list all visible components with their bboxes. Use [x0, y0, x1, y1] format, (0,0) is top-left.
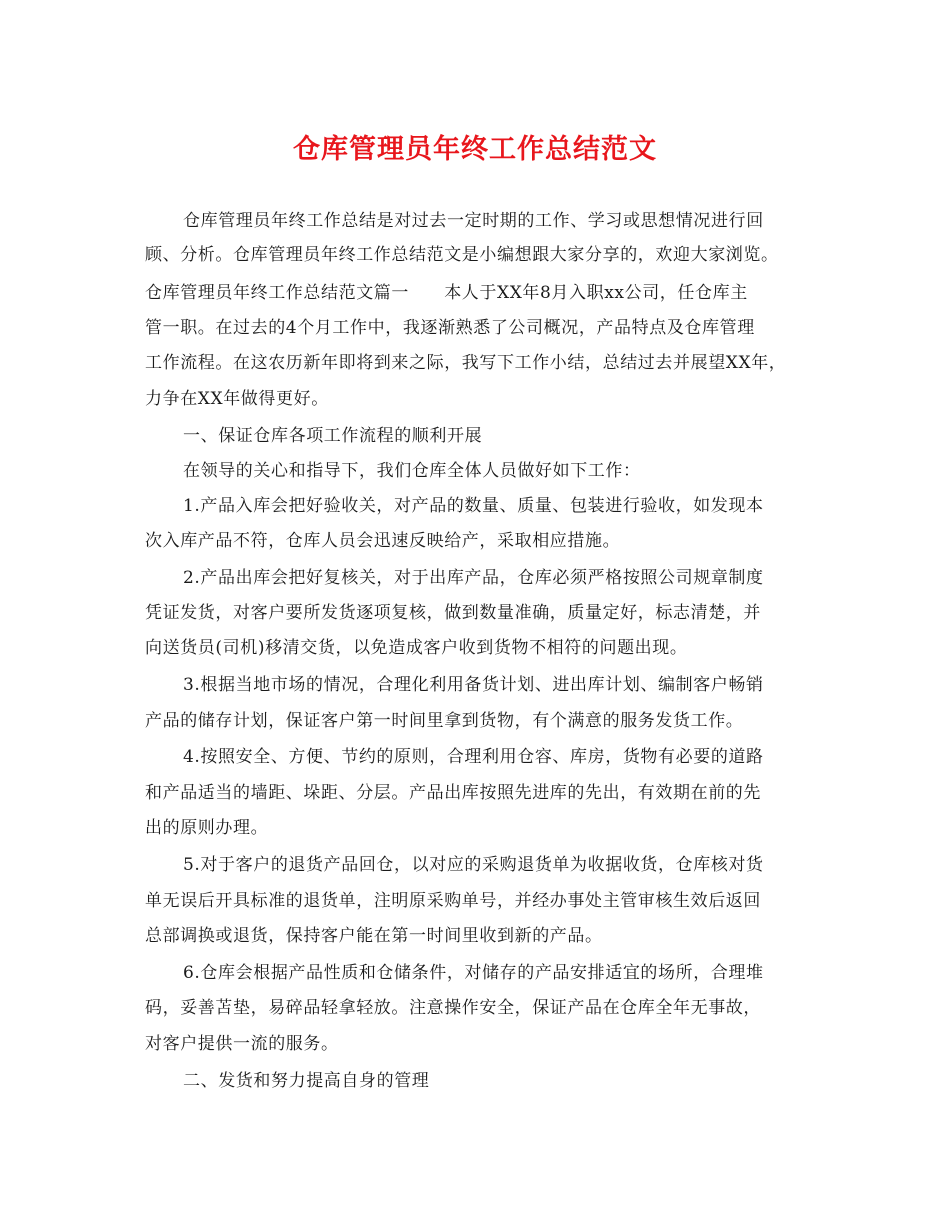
text-line: 次入库产品不符，仓库人员会迅速反映给产，采取相应措施。 — [145, 531, 621, 551]
text-line: 码，妥善苫垫，易碎品轻拿轻放。注意操作安全，保证产品在仓库全年无事故， — [145, 998, 761, 1018]
document-title: 仓库管理员年终工作总结范文 — [293, 134, 657, 165]
text-line: 向送货员(司机)移清交货，以免造成客户收到货物不相符的问题出现。 — [145, 638, 688, 658]
text-line: 仓库管理员年终工作总结范文篇一 本人于XX年8月入职xx公司，任仓库主 — [145, 283, 748, 303]
text-line: 顾、分析。仓库管理员年终工作总结范文是小编想跟大家分享的，欢迎大家浏览。 — [145, 245, 779, 265]
text-line: 和产品适当的墙距、垛距、分层。产品出库按照先进库的先出，有效期在前的先 — [145, 783, 761, 803]
text-line: 总部调换或退货，保持客户能在第一时间里收到新的产品。 — [145, 926, 603, 946]
text-line: 6.仓库会根据产品性质和仓储条件，对储存的产品安排适宜的场所，合理堆 — [183, 963, 764, 983]
text-line: 3.根据当地市场的情况，合理化利用备货计划、进出库计划、编制客户畅销 — [183, 675, 764, 695]
text-line: 仓库管理员年终工作总结是对过去一定时期的工作、学习或思想情况进行回 — [183, 211, 764, 231]
section-heading: 二、发货和努力提高自身的管理 — [183, 1071, 430, 1091]
text-line: 凭证发货，对客户要所发货逐项复核，做到数量准确，质量定好，标志清楚，并 — [145, 603, 761, 623]
text-line: 产品的储存计划，保证客户第一时间里拿到货物，有个满意的服务发货工作。 — [145, 711, 744, 731]
text-line: 5.对于客户的退货产品回仓，以对应的采购退货单为收据收货，仓库核对货 — [183, 855, 764, 875]
text-line: 力争在XX年做得更好。 — [145, 389, 329, 409]
text-line: 单无误后开具标准的退货单，注明原采购单号，并经办事处主管审核生效后返回 — [145, 891, 761, 911]
text-line: 管一职。在过去的4个月工作中，我逐渐熟悉了公司概况，产品特点及仓库管理 — [145, 318, 755, 338]
text-line: 在领导的关心和指导下，我们仓库全体人员做好如下工作： — [183, 461, 641, 481]
text-line: 4.按照安全、方便、节约的原则，合理利用仓容、库房，货物有必要的道路 — [183, 747, 764, 767]
text-line: 对客户提供一流的服务。 — [145, 1034, 339, 1054]
text-line: 出的原则办理。 — [145, 818, 269, 838]
text-line: 2.产品出库会把好复核关，对于出库产品，仓库必须严格按照公司规章制度 — [183, 568, 764, 588]
text-line: 1.产品入库会把好验收关，对产品的数量、质量、包装进行验收，如发现本 — [183, 496, 764, 516]
text-line: 工作流程。在这农历新年即将到来之际，我写下工作小结，总结过去并展望XX年， — [145, 353, 787, 373]
section-heading: 一、保证仓库各项工作流程的顺利开展 — [183, 426, 483, 446]
